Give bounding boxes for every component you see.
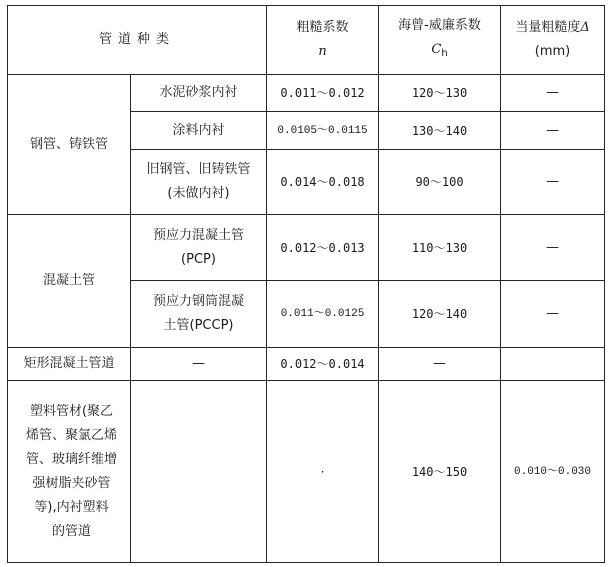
header-equiv bbox=[501, 6, 605, 75]
header-roughness-symbol: n bbox=[318, 44, 327, 59]
table-row bbox=[8, 381, 605, 563]
header-roughness-label: 粗糙系数 bbox=[296, 20, 349, 35]
plastic-line: 的管道 bbox=[51, 523, 91, 539]
table-row bbox=[8, 215, 605, 281]
header-equiv-symbol: Δ bbox=[580, 20, 590, 35]
plastic-line: 烯管、聚氯乙烯 bbox=[25, 427, 117, 443]
equiv-cell: — bbox=[501, 215, 605, 281]
sub-type-line: 预应力混凝土管 bbox=[153, 227, 245, 243]
header-row bbox=[8, 6, 605, 75]
header-pipe-type: 管道种类 bbox=[8, 6, 267, 75]
header-hazen bbox=[379, 6, 501, 75]
sub-type-line: (PCP) bbox=[181, 251, 216, 267]
header-equiv-unit: (mm) bbox=[534, 44, 571, 59]
hazen-cell: 140～150 bbox=[379, 381, 501, 563]
table-row bbox=[8, 75, 605, 112]
hazen-cell: 130～140 bbox=[379, 112, 501, 150]
hazen-cell: 110～130 bbox=[379, 215, 501, 281]
roughness-cell: 0.011～0.0125 bbox=[267, 281, 379, 348]
roughness-cell: · bbox=[267, 381, 379, 563]
sub-type-cell bbox=[131, 281, 267, 348]
plastic-line: 塑料管材(聚乙 bbox=[29, 403, 114, 419]
equiv-cell: — bbox=[501, 75, 605, 112]
sub-type-cell: — bbox=[131, 348, 267, 381]
header-roughness bbox=[267, 6, 379, 75]
equiv-cell: 0.010～0.030 bbox=[501, 381, 605, 563]
plastic-line: 强树脂夹砂管 bbox=[32, 475, 111, 491]
hazen-cell: 120～140 bbox=[379, 281, 501, 348]
equiv-cell: — bbox=[501, 112, 605, 150]
header-hazen-subscript: h bbox=[441, 48, 448, 59]
roughness-cell: 0.011～0.012 bbox=[267, 75, 379, 112]
hazen-cell: 90～100 bbox=[379, 150, 501, 215]
sub-type-cell bbox=[131, 381, 267, 563]
equiv-cell: — bbox=[501, 281, 605, 348]
group-concrete: 混凝土管 bbox=[8, 215, 131, 348]
sub-type-line: 土管(PCCP) bbox=[163, 318, 234, 333]
sub-type-line: 预应力钢筒混凝 bbox=[153, 294, 245, 309]
roughness-cell: 0.012～0.013 bbox=[267, 215, 379, 281]
roughness-cell: 0.0105～0.0115 bbox=[267, 112, 379, 150]
equiv-cell: — bbox=[501, 150, 605, 215]
equiv-cell bbox=[501, 348, 605, 381]
roughness-cell: 0.012～0.014 bbox=[267, 348, 379, 381]
header-equiv-label: 当量粗糙度 bbox=[515, 20, 581, 35]
sub-type-line: (未做内衬) bbox=[167, 186, 230, 201]
group-plastic bbox=[8, 381, 131, 563]
table-row bbox=[8, 348, 605, 381]
roughness-cell: 0.014～0.018 bbox=[267, 150, 379, 215]
sub-type-cell bbox=[131, 150, 267, 215]
plastic-line: 等),内衬塑料 bbox=[34, 499, 109, 515]
sub-type-cell: 涂料内衬 bbox=[131, 112, 267, 150]
header-hazen-label: 海曾-威廉系数 bbox=[398, 18, 481, 33]
sub-type-cell: 水泥砂浆内衬 bbox=[131, 75, 267, 112]
header-hazen-symbol: C bbox=[431, 42, 442, 57]
sub-type-line: 旧钢管、旧铸铁管 bbox=[146, 162, 251, 177]
sub-type-cell bbox=[131, 215, 267, 281]
hazen-cell: 120～130 bbox=[379, 75, 501, 112]
pipe-roughness-table bbox=[7, 5, 605, 563]
plastic-line: 管、玻璃纤维增 bbox=[25, 451, 117, 467]
group-steel: 钢管、铸铁管 bbox=[8, 75, 131, 215]
hazen-cell: — bbox=[379, 348, 501, 381]
group-rect: 矩形混凝土管道 bbox=[8, 348, 131, 381]
